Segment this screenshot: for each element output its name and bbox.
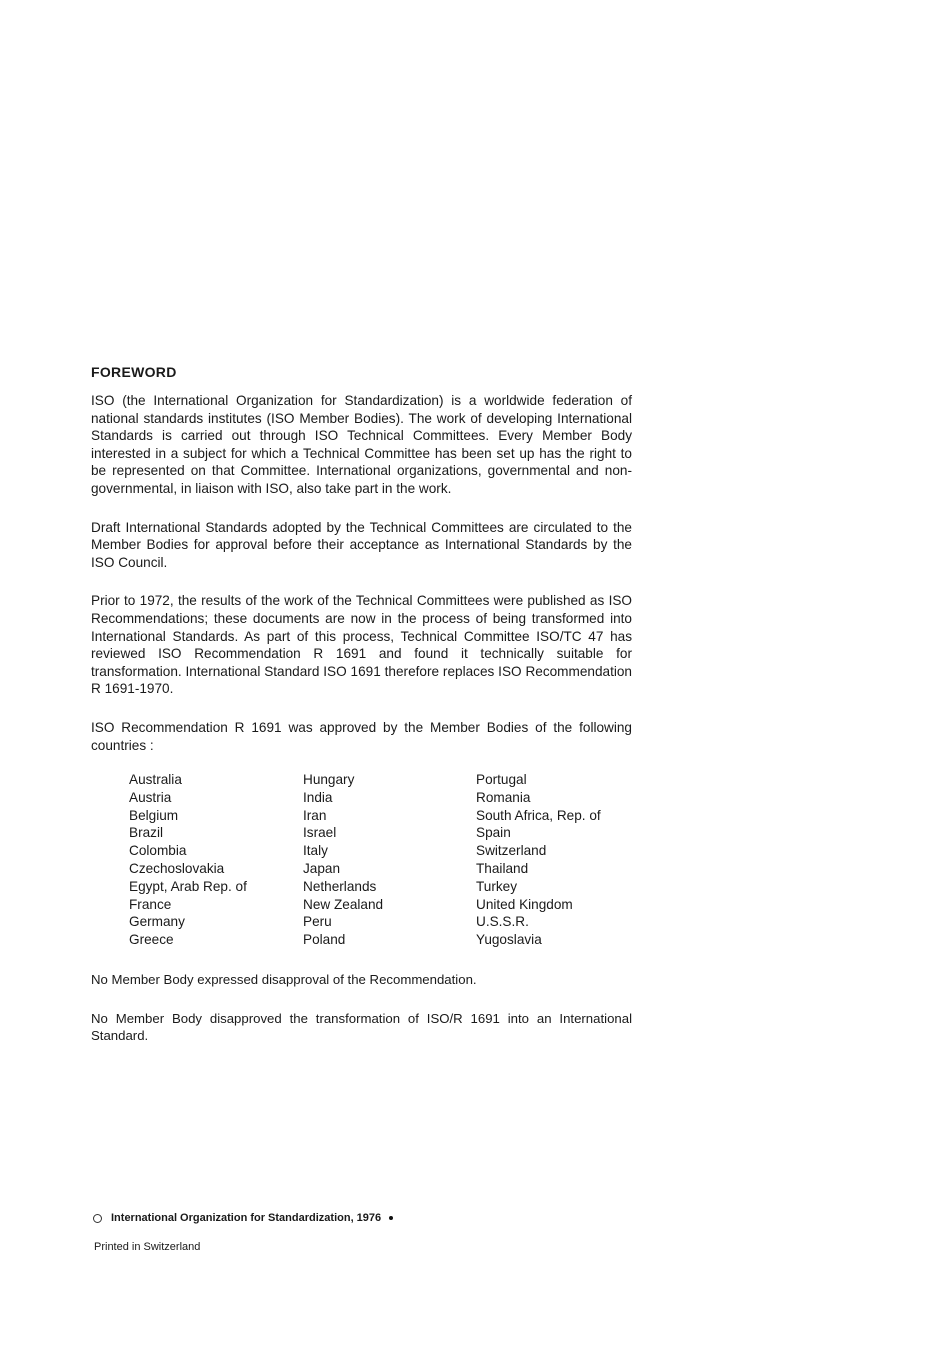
country-item: Yugoslavia: [476, 932, 542, 948]
country-item: Belgium: [129, 807, 179, 823]
country-item: Thailand: [476, 861, 529, 877]
copyright-line: [93, 1212, 393, 1224]
country-item: Switzerland: [476, 843, 547, 859]
country-column-1: [129, 771, 303, 949]
paragraph-approval: ISO Recommendation R 1691 was approved by the Member Bodies of the following countries :: [91, 719, 632, 753]
printed-in-text: Printed in Switzerland: [94, 1241, 201, 1253]
country-item: Netherlands: [303, 878, 377, 894]
country-item: Hungary: [303, 772, 355, 788]
foreword-heading: FOREWORD: [91, 364, 177, 380]
country-item: Japan: [303, 861, 341, 877]
country-item: Romania: [476, 789, 531, 805]
country-item: Spain: [476, 825, 511, 841]
country-item: Turkey: [476, 878, 518, 894]
note-no-disapproval: No Member Body expressed disapproval of the Recommendation.: [91, 972, 477, 988]
country-item: Peru: [303, 914, 332, 930]
bullet-icon: [389, 1216, 393, 1220]
country-item: Poland: [303, 932, 346, 948]
country-item: U.S.S.R.: [476, 914, 529, 930]
country-item: Germany: [129, 914, 185, 930]
copyright-text: International Organization for Standardization, 1976: [111, 1212, 382, 1224]
country-item: Colombia: [129, 843, 187, 859]
country-item: Iran: [303, 807, 327, 823]
country-list: [129, 771, 632, 949]
country-item: Greece: [129, 932, 174, 948]
copyright-icon: [93, 1214, 102, 1223]
country-item: Czechoslovakia: [129, 861, 225, 877]
foreword-section: [91, 364, 632, 1066]
note-transformation: No Member Body disapproved the transformation of ISO/R 1691 into an International Standard.: [91, 1010, 632, 1044]
paragraph-transformation: Prior to 1972, the results of the work of the Technical Committees were published as ISO Recommendations; these documents are now in the process of being transformed into International Standards. As part of this process, Technical Committee ISO/TC 47 has reviewed ISO Recommendation R 1691 and found it technically suitable for transformation. International Standard ISO 1691 therefore replaces ISO Recommendation R 1691-1970.: [91, 593, 632, 697]
country-column-2: [303, 771, 476, 949]
country-item: France: [129, 896, 172, 912]
country-column-3: [476, 771, 632, 949]
country-item: Israel: [303, 825, 337, 841]
country-item: Brazil: [129, 825, 163, 841]
country-item: Australia: [129, 772, 182, 788]
country-item: Austria: [129, 789, 172, 805]
country-item: Egypt, Arab Rep. of: [129, 878, 247, 894]
paragraph-iso-intro: ISO (the International Organization for Standardization) is a worldwide federation of national standards institutes (ISO Member Bodies). The work of developing International Standards is carried out through ISO Technical Committees. Every Member Body interested in a subject for which a Technical Committee has been set up has the right to be represented on that Committee. International organizations, governmental and non-governmental, in liaison with ISO, also take part in the work.: [91, 393, 632, 496]
country-item: South Africa, Rep. of: [476, 807, 601, 823]
paragraph-draft-standards: Draft International Standards adopted by the Technical Committees are circulated to the Member Bodies for approval before their acceptance as International Standards by the ISO Council.: [91, 519, 632, 570]
country-item: United Kingdom: [476, 896, 573, 912]
country-item: New Zealand: [303, 896, 384, 912]
country-item: India: [303, 789, 333, 805]
country-item: Portugal: [476, 772, 527, 788]
country-item: Italy: [303, 843, 328, 859]
